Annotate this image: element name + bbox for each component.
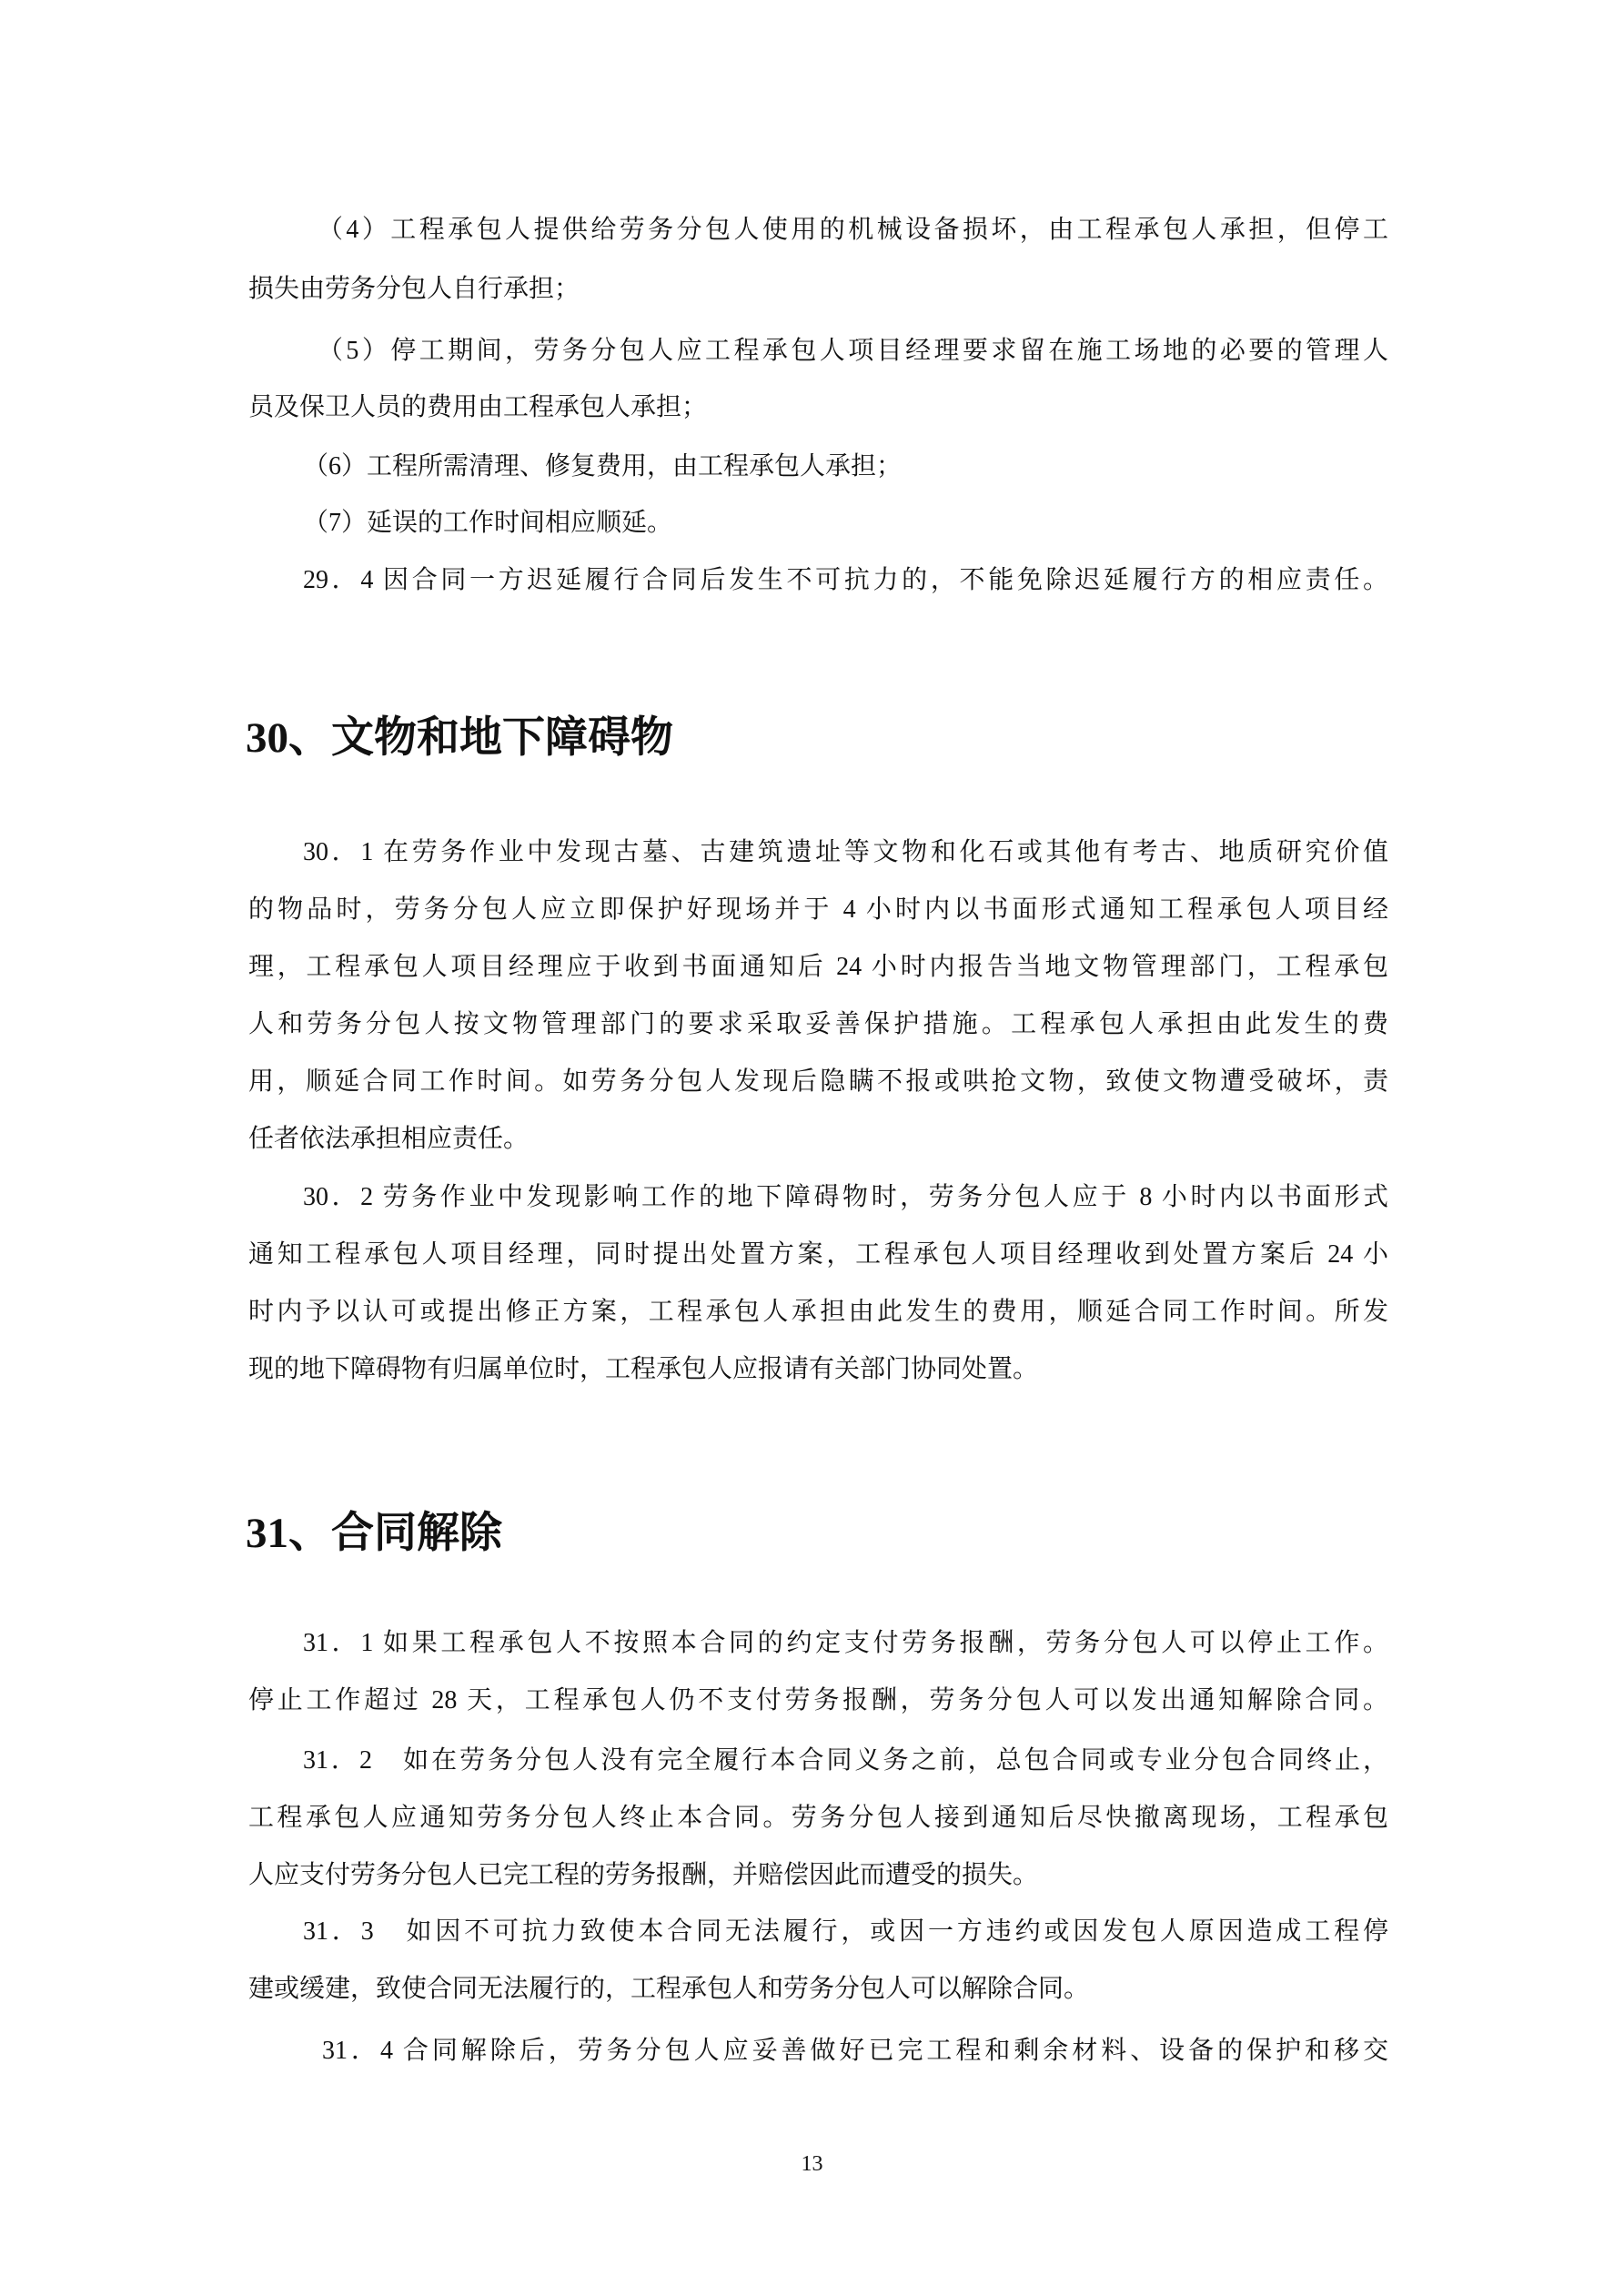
text-line: 建或缓建，致使合同无法履行的，工程承包人和劳务分包人可以解除合同。 <box>248 1975 1090 2003</box>
text-line: 的物品时，劳务分包人应立即保护好现场并于 4 小时内以书面形式通知工程承包人项目经 <box>248 895 1388 924</box>
text-line: 人应支付劳务分包人已完工程的劳务报酬，并赔偿因此而遭受的损失。 <box>248 1861 1039 1889</box>
text-line: 29．4 因合同一方迟延履行合同后发生不可抗力的，不能免除迟延履行方的相应责任。 <box>303 566 1388 594</box>
text-line: 工程承包人应通知劳务分包人终止本合同。劳务分包人接到通知后尽快撤离现场，工程承包 <box>248 1804 1388 1832</box>
text-line: 31．1 如果工程承包人不按照本合同的约定支付劳务报酬，劳务分包人可以停止工作。 <box>303 1629 1388 1657</box>
text-line: 31．2 如在劳务分包人没有完全履行本合同义务之前，总包合同或专业分包合同终止， <box>303 1746 1388 1775</box>
text-line: （6）工程所需清理、修复费用，由工程承包人承担； <box>303 452 903 480</box>
section-heading-31: 31、合同解除 <box>246 1510 502 1557</box>
text-line: 通知工程承包人项目经理，同时提出处置方案，工程承包人项目经理收到处置方案后 24 小 <box>248 1240 1388 1269</box>
text-line: 员及保卫人员的费用由工程承包人承担； <box>248 393 708 421</box>
text-line: 30．2 劳务作业中发现影响工作的地下障碍物时，劳务分包人应于 8 小时内以书面形式 <box>303 1183 1388 1211</box>
text-line: （4）工程承包人提供给劳务分包人使用的机械设备损坏，由工程承包人承担，但停工 <box>318 216 1388 244</box>
text-line: 人和劳务分包人按文物管理部门的要求采取妥善保护措施。工程承包人承担由此发生的费 <box>248 1010 1388 1038</box>
text-line: 停止工作超过 28 天，工程承包人仍不支付劳务报酬，劳务分包人可以发出通知解除合同。 <box>248 1686 1388 1714</box>
text-line: 30．1 在劳务作业中发现古墓、古建筑遗址等文物和化石或其他有考古、地质研究价值 <box>303 838 1388 866</box>
text-line: 现的地下障碍物有归属单位时，工程承包人应报请有关部门协同处置。 <box>248 1355 1039 1383</box>
page-number: 13 <box>801 2152 823 2176</box>
text-line: 理，工程承包人项目经理应于收到书面通知后 24 小时内报告当地文物管理部门，工程承包 <box>248 953 1388 981</box>
text-line: 损失由劳务分包人自行承担； <box>248 275 580 303</box>
text-line: （5）停工期间，劳务分包人应工程承包人项目经理要求留在施工场地的必要的管理人 <box>318 337 1388 365</box>
text-line: 31．4 合同解除后，劳务分包人应妥善做好已完工程和剩余材料、设备的保护和移交 <box>322 2037 1388 2065</box>
text-line: 任者依法承担相应责任。 <box>248 1125 530 1153</box>
text-line: 31．3 如因不可抗力致使本合同无法履行，或因一方违约或因发包人原因造成工程停 <box>303 1917 1388 1946</box>
section-heading-30: 30、文物和地下障碍物 <box>246 714 673 762</box>
text-line: 用，顺延合同工作时间。如劳务分包人发现后隐瞒不报或哄抢文物，致使文物遭受破坏，责 <box>248 1067 1388 1096</box>
text-line: 时内予以认可或提出修正方案，工程承包人承担由此发生的费用，顺延合同工作时间。所发 <box>248 1298 1388 1326</box>
text-line: （7）延误的工作时间相应顺延。 <box>303 509 673 537</box>
